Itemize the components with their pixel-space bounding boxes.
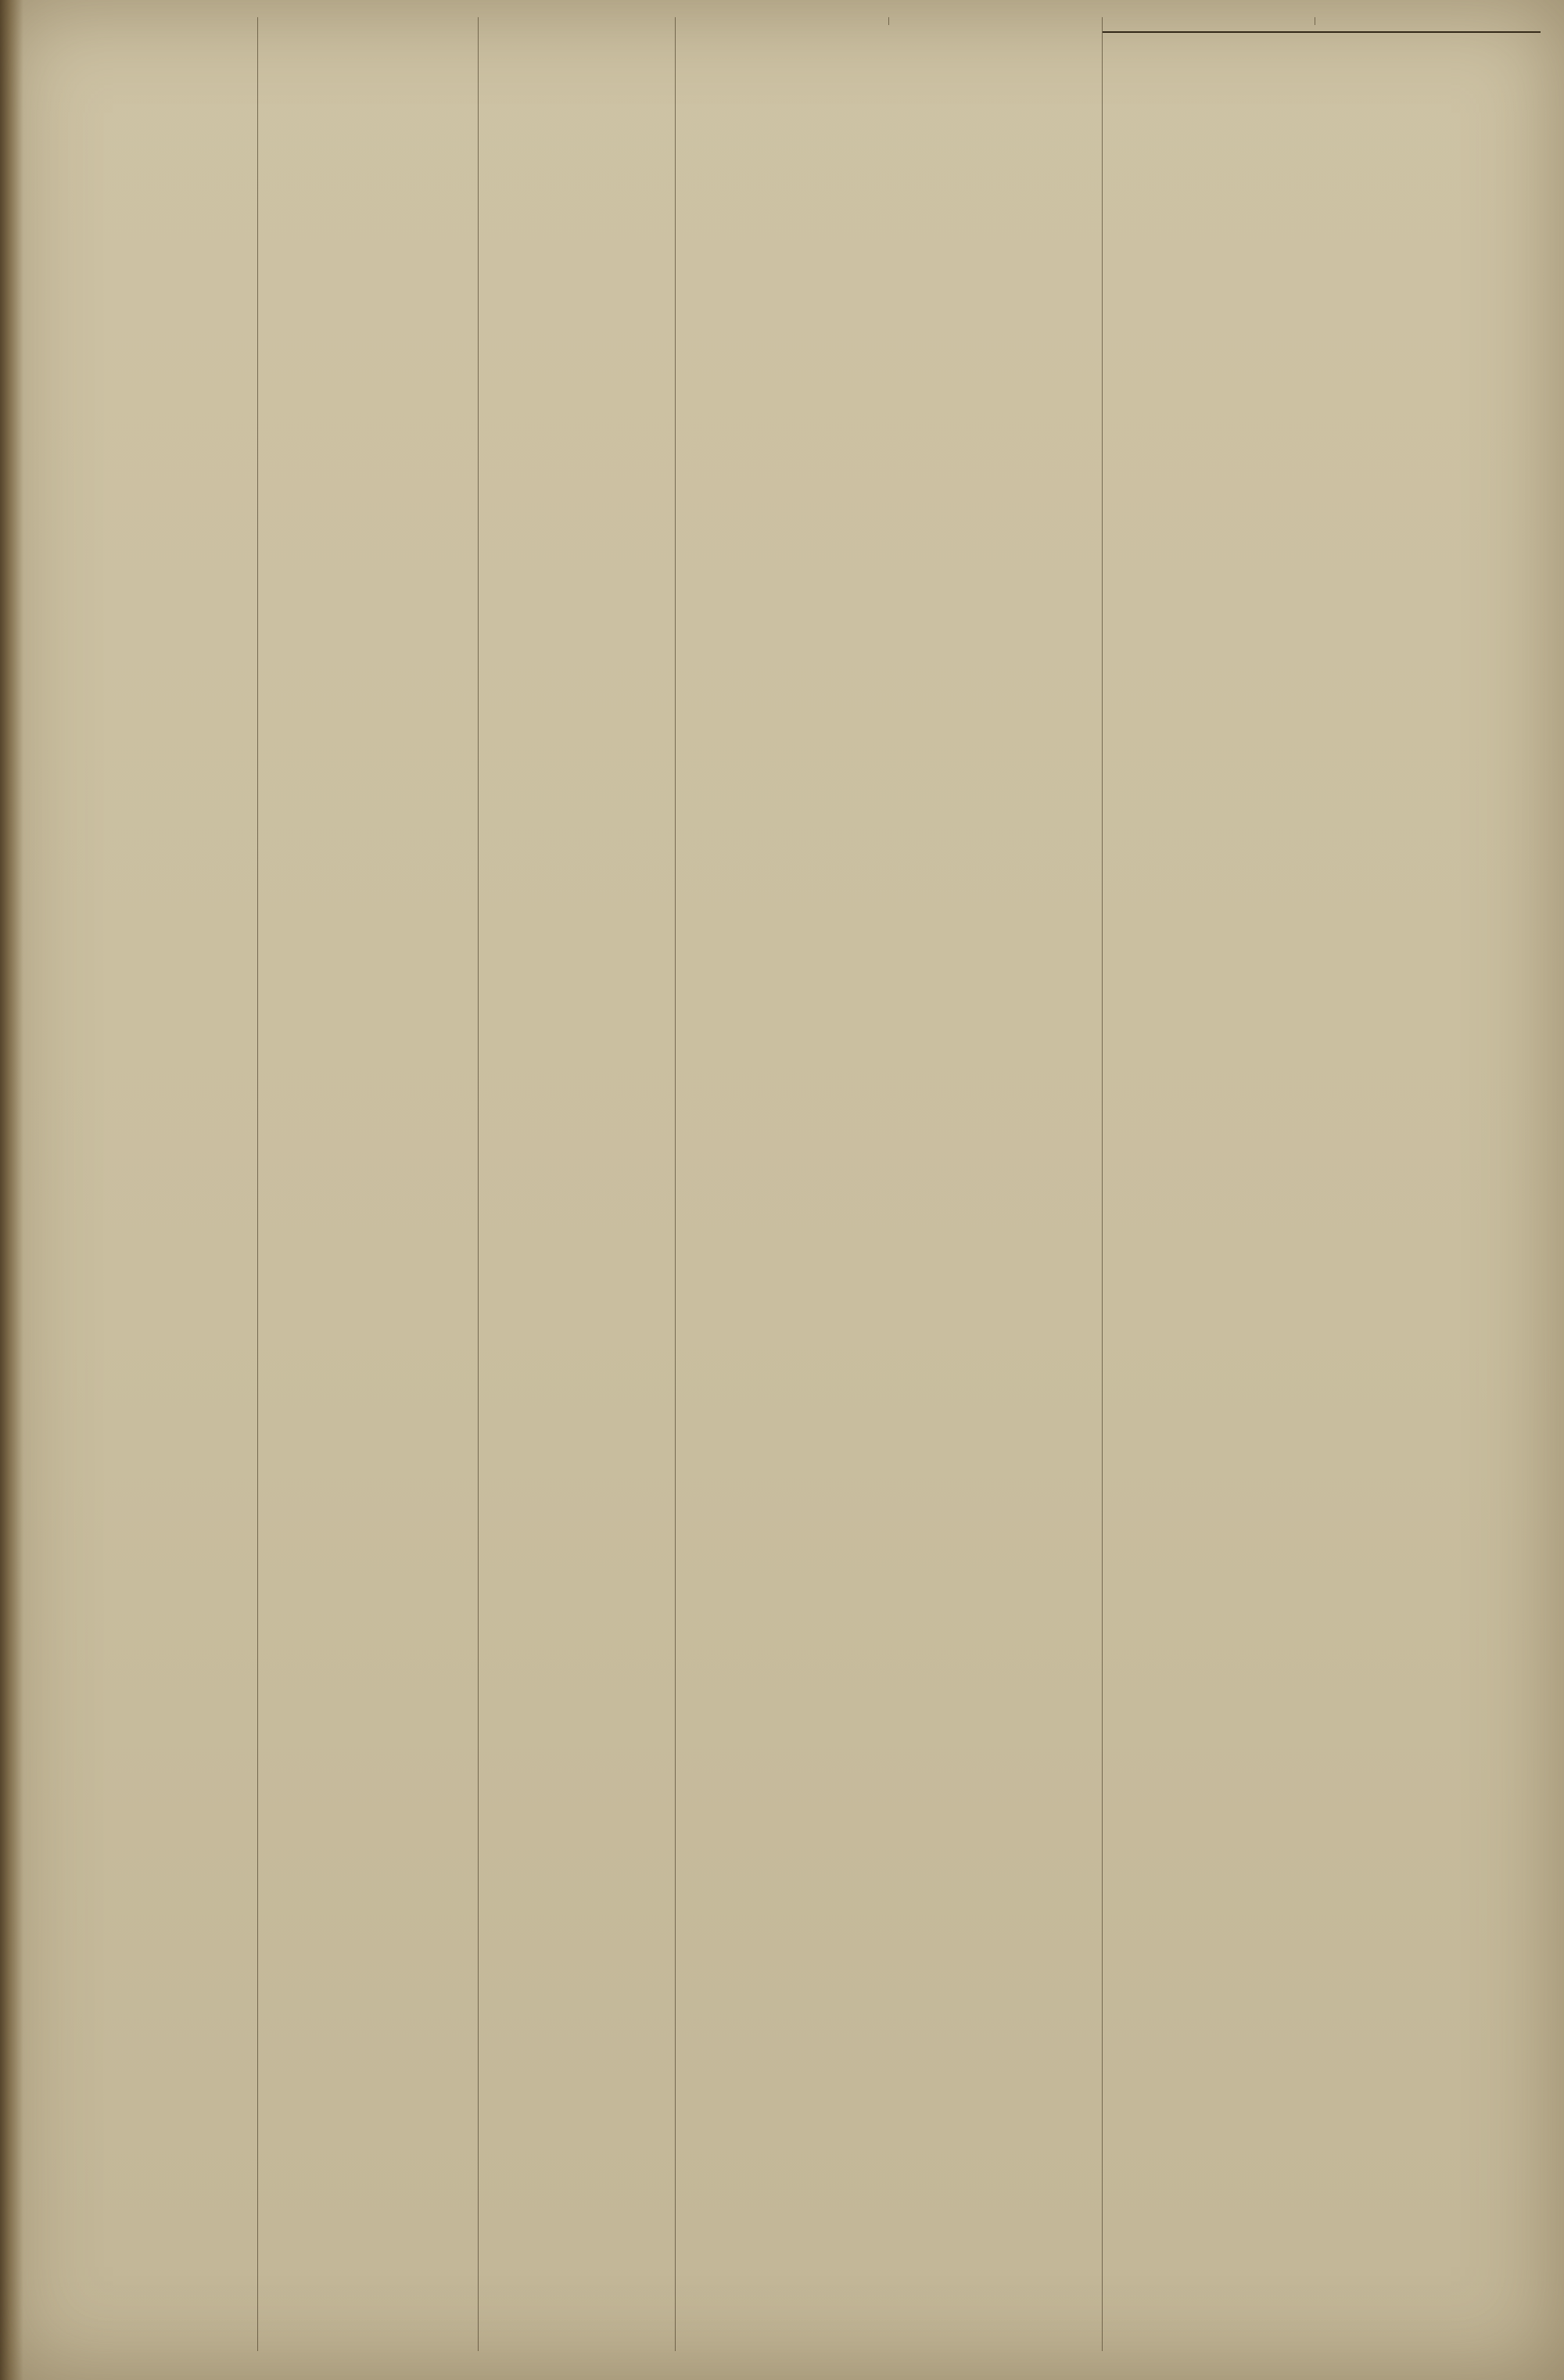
column-middle-wide <box>676 17 1103 2351</box>
middle-split <box>676 17 1102 25</box>
column-7 <box>1315 17 1541 25</box>
right-pair <box>1103 17 1541 2351</box>
column-4 <box>676 17 889 25</box>
column-3 <box>479 17 676 2351</box>
gebisse-display-ad <box>1103 31 1541 44</box>
column-6 <box>1103 17 1315 25</box>
column-2 <box>258 17 479 2351</box>
column-1 <box>27 17 258 2351</box>
right-split <box>1103 17 1541 25</box>
column-5 <box>889 17 1103 25</box>
